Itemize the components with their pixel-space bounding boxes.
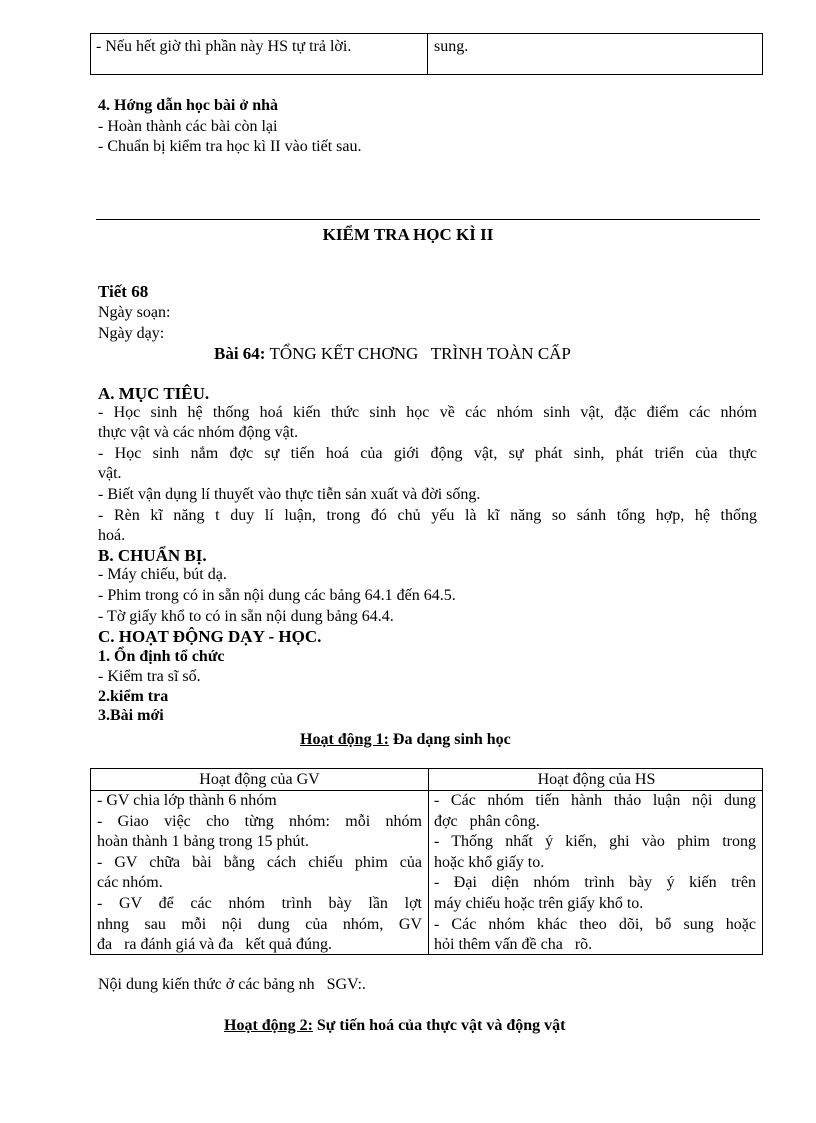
section4-item-1: - Hoàn thành các bài còn lại [98, 118, 278, 135]
lesson-title-row [214, 344, 571, 364]
lesson-title: TỔNG KẾT CHƠNG TRÌNH TOÀN CẤP [269, 344, 571, 363]
hs-line: hoặc khổ giấy to. [434, 853, 545, 871]
section-c-sub1: 1. Ổn định tổ chức [98, 648, 225, 665]
gv-line: - GV chia lớp thành 6 nhóm [97, 792, 277, 809]
section4-heading: 4. Hớng dẫn học bài ở nhà [98, 97, 278, 114]
gv-cell [97, 791, 422, 956]
section-a-line-5: - Biết vận dụng lí thuyết vào thực tiễn sản xuất và đời sống. [98, 486, 481, 503]
horizontal-divider [96, 219, 760, 220]
top-table-right-text: sung. [434, 38, 469, 55]
gv-line: hoàn thành 1 bảng trong 15 phút. [97, 833, 309, 851]
knowledge-note: Nội dung kiến thức ở các bảng nh SGV:. [98, 976, 366, 993]
section-a-line-7: hoá. [98, 527, 126, 544]
section-c-sub1-item: - Kiểm tra sĩ số. [98, 668, 201, 685]
hs-line: - Đại diện nhóm trình bày ý kiến trên [434, 874, 756, 892]
lesson-date-taught: Ngày dạy: [98, 325, 165, 342]
section4-item-2: - Chuẩn bị kiểm tra học kì II vào tiết sau. [98, 138, 362, 155]
exam-title: KIỂM TRA HỌC KÌ II [322, 225, 494, 244]
activity2-title: Sự tiến hoá của thực vật và động vật [316, 1017, 566, 1034]
table-header-gv: Hoạt động của GV [199, 771, 320, 788]
section-b-item-1: - Máy chiếu, bút dạ. [98, 566, 227, 583]
section-b-item-2: - Phim trong có in sẵn nội dung các bảng 64.1 đến 64.5. [98, 587, 456, 604]
gv-line: - GV để các nhóm trình bày lần lợt [97, 894, 422, 912]
section-c-sub3: 3.Bài mới [98, 707, 164, 724]
hs-line: - Các nhóm khác theo dõi, bổ sung hoặc [434, 915, 756, 933]
section-a-line-4: vật. [98, 465, 122, 482]
lesson-period: Tiết 68 [98, 282, 149, 301]
section-a-line-6: - Rèn kĩ năng t duy lí luận, trong đó chủ yếu là kĩ năng so sánh tổng hợp, hệ thống [98, 507, 757, 524]
section-a-line-1: - Học sinh hệ thống hoá kiến thức sinh học về các nhóm sinh vật, đặc điểm các nhóm [98, 404, 757, 421]
hs-line: hỏi thêm vấn đề cha rõ. [434, 936, 593, 954]
section-b-heading: B. CHUẨN BỊ. [98, 546, 207, 565]
hs-line: - Thống nhất ý kiến, ghi vào phim trong [434, 833, 756, 851]
hs-line: - Các nhóm tiến hành thảo luận nội dung [434, 792, 756, 809]
table-column-divider [428, 769, 429, 954]
hs-line: đợc phân công. [434, 812, 540, 830]
top-table [90, 33, 763, 75]
gv-line: các nhóm. [97, 874, 163, 892]
activity2-heading [224, 1016, 565, 1036]
table-header-hs: Hoạt động của HS [537, 771, 656, 788]
activity1-label: Hoạt động 1: [300, 731, 389, 748]
section-a-line-2: thực vật và các nhóm động vật. [98, 424, 299, 441]
section-c-sub2: 2.kiểm tra [98, 688, 169, 705]
activity-table [90, 768, 763, 955]
gv-line: nhng sau mỗi nội dung của nhóm, GV [97, 915, 422, 933]
top-table-left-cell [91, 34, 428, 74]
lesson-date-prepared: Ngày soạn: [98, 304, 171, 321]
activity1-heading [300, 730, 511, 750]
section-c-heading: C. HOẠT ĐỘNG DẠY - HỌC. [98, 627, 322, 646]
section-a-heading: A. MỤC TIÊU. [98, 384, 210, 403]
gv-line: - Giao việc cho từng nhóm: mỗi nhóm [97, 812, 422, 830]
lesson-title-prefix: Bài 64: [214, 344, 266, 363]
gv-line: đa ra đánh giá và đa kết quả đúng. [97, 936, 333, 954]
gv-line: - GV chữa bài bằng cách chiếu phim của [97, 853, 422, 871]
hs-line: máy chiếu hoặc trên giấy khổ to. [434, 894, 644, 912]
section-a-line-3: - Học sinh nắm đợc sự tiến hoá của giới động vật, sự phát sinh, phát triển của thực [98, 445, 757, 462]
hs-cell [434, 791, 756, 956]
section-b-item-3: - Tờ giấy khổ to có in sẵn nội dung bảng 64.4. [98, 608, 394, 625]
activity2-label: Hoạt động 2: [224, 1017, 313, 1034]
top-table-left-text: - Nếu hết giờ thì phần này HS tự trả lời. [96, 38, 352, 55]
activity1-title: Đa dạng sinh học [392, 731, 511, 748]
